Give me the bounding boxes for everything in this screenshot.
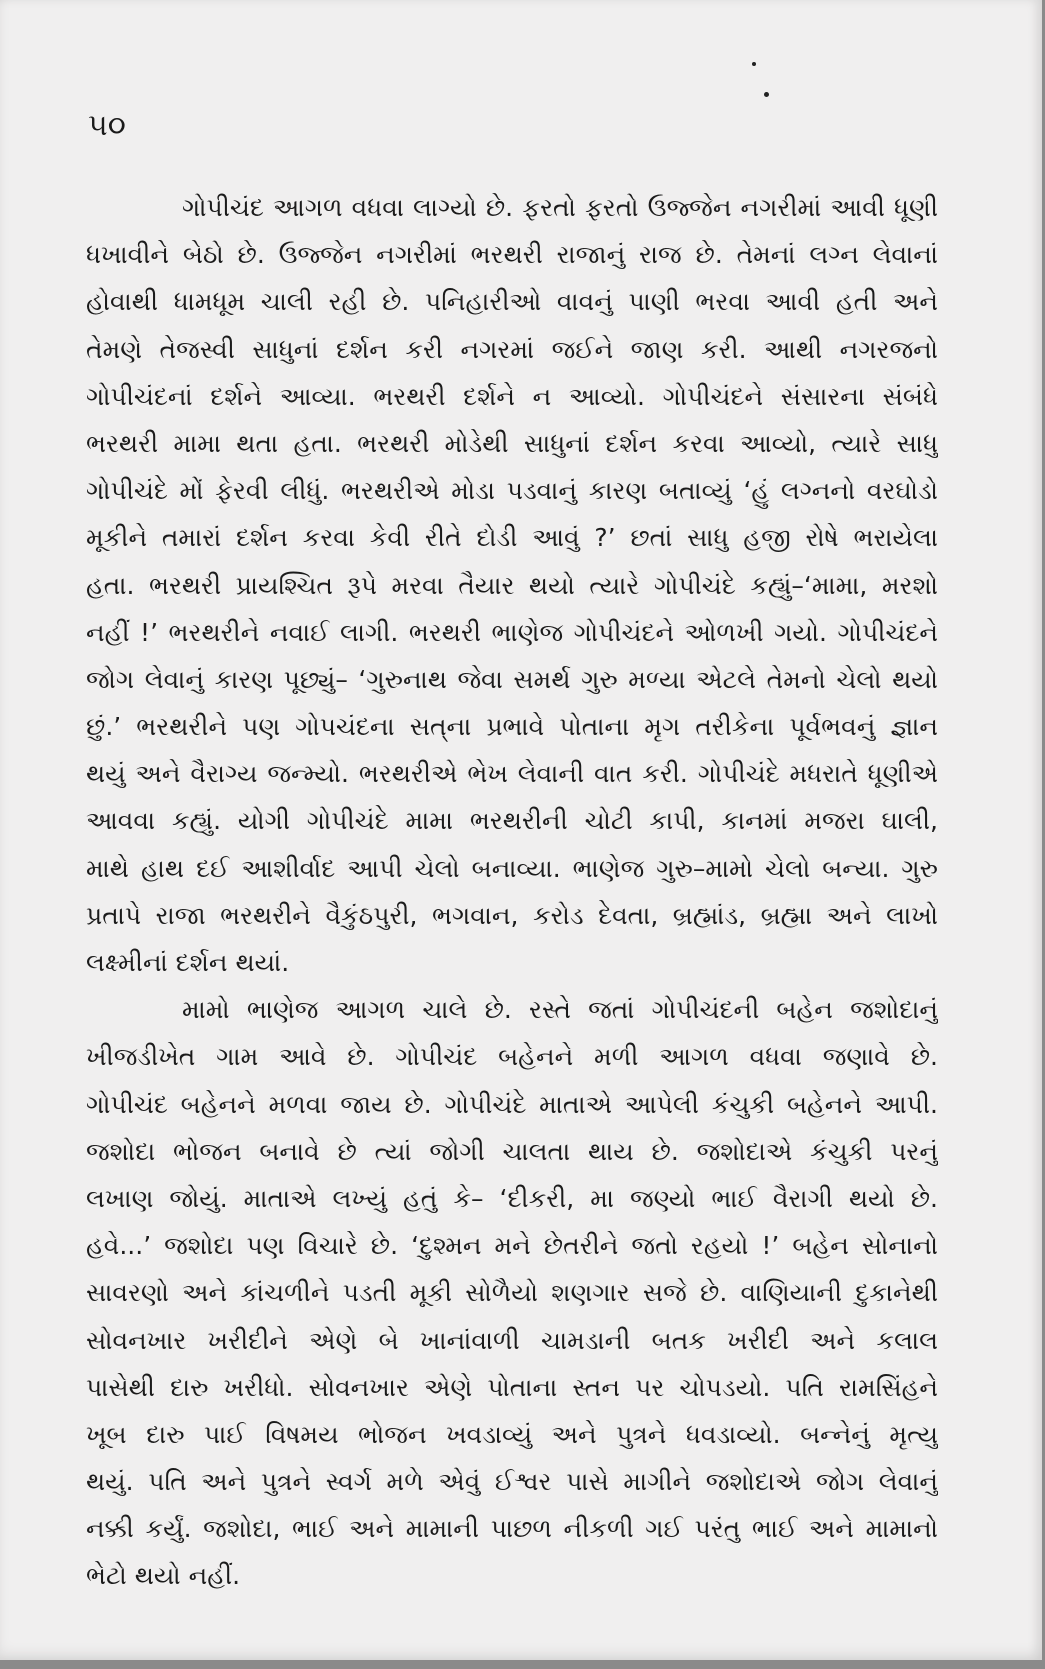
text-line: હતા. ભરથરી પ્રાયશ્ચિત રૂપે મરવા તૈયાર થયો ત્યારે ગોપીચંદે કહ્યું–‘મામા, મરશો [86, 570, 938, 600]
text-line: સાવરણો અને કાંચળીને પડતી મૂકી સોળૈયો શણગાર સજે છે. વાણિયાની દુકાનેથી [86, 1278, 938, 1308]
text-line: નહીં !’ ભરથરીને નવાઈ લાગી. ભરથરી ભાણેજ ગોપીચંદને ઓળખી ગયો. ગોપીચંદને [86, 617, 938, 647]
text-line: ગોપીચંદનાં દર્શને આવ્યા. ભરથરી દર્શને ન આવ્યો. ગોપીચંદને સંસારના સંબંધે [86, 381, 938, 411]
text-line: ભેટો થયો નહીં. [86, 1561, 241, 1591]
paragraph-2 [86, 986, 938, 1599]
ink-speck [752, 62, 756, 66]
text-line: પાસેથી દારુ ખરીધો. સોવનખાર એણે પોતાના સ્તન પર ચોપડયો. પતિ રામસિંહને [86, 1372, 938, 1402]
text-line: જોગ લેવાનું કારણ પૂછ્યું– ‘ગુરુનાથ જેવા સમર્થ ગુરુ મળ્યા એટલે તેમનો ચેલો થયો [86, 664, 938, 694]
text-line: મૂકીને તમારાં દર્શન કરવા કેવી રીતે દોડી આવું ?’ છતાં સાધુ હજી રોષે ભરાયેલા [86, 523, 938, 553]
text-line: હવે...’ જશોદા પણ વિચારે છે. ‘દુશ્મન મને છેતરીને જતો રહયો !’ બહેન સોનાનો [86, 1231, 938, 1261]
text-line: ગોપીચંદ બહેનને મળવા જાય છે. ગોપીચંદે માતાએ આપેલી કંચુકી બહેનને આપી. [86, 1089, 938, 1119]
text-line: ગોપીચંદે મોં ફેરવી લીધું. ભરથરીએ મોડા પડવાનું કારણ બતાવ્યું ‘હું લગ્નનો વરઘોડો [86, 476, 938, 506]
text-line: ખીજડીખેત ગામ આવે છે. ગોપીચંદ બહેનને મળી આગળ વધવા જણાવે છે. [86, 1042, 938, 1072]
text-line: ભરથરી મામા થતા હતા. ભરથરી મોડેથી સાધુનાં દર્શન કરવા આવ્યો, ત્યારે સાધુ [86, 428, 938, 458]
text-line: ધખાવીને બેઠો છે. ઉજ્જેન નગરીમાં ભરથરી રાજાનું રાજ છે. તેમનાં લગ્ન લેવાનાં [86, 240, 938, 270]
paragraph-1 [86, 184, 938, 986]
text-line: થયું અને વૈરાગ્ય જન્મ્યો. ભરથરીએ ભેખ લેવાની વાત કરી. ગોપીચંદે મધરાતે ધૂણીએ [86, 759, 938, 789]
text-line: થયું. પતિ અને પુત્રને સ્વર્ગ મળે એવું ઈશ્વર પાસે માગીને જશોદાએ જોગ લેવાનું [86, 1467, 938, 1497]
text-line: આવવા કહ્યું. યોગી ગોપીચંદે મામા ભરથરીની ચોટી કાપી, કાનમાં મજરા ઘાલી, [86, 806, 938, 836]
text-line: ગોપીચંદ આગળ વધવા લાગ્યો છે. ફરતો ફરતો ઉજ્જેન નગરીમાં આવી ધૂણી [182, 193, 938, 222]
text-line: લખાણ જોયું. માતાએ લખ્યું હતું કે– ‘દીકરી, મા જણ્યો ભાઈ વૈરાગી થયો છે. [86, 1183, 938, 1213]
text-line: મામો ભાણેજ આગળ ચાલે છે. રસ્તે જતાં ગોપીચંદની બહેન જશોદાનું [182, 995, 938, 1025]
text-line: હોવાથી ધામધૂમ ચાલી રહી છે. પનિહારીઓ વાવનું પાણી ભરવા આવી હતી અને [86, 287, 938, 317]
text-line: જશોદા ભોજન બનાવે છે ત્યાં જોગી ચાલતા થાય છે. જશોદાએ કંચુકી પરનું [86, 1136, 938, 1166]
text-line: તેમણે તેજસ્વી સાધુનાં દર્શન કરી નગરમાં જઈને જાણ કરી. આથી નગરજનો [86, 334, 938, 364]
text-line: પ્રતાપે રાજા ભરથરીને વૈકુંઠપુરી, ભગવાન, કરોડ દેવતા, બ્રહ્માંડ, બ્રહ્મા અને લાખો [86, 900, 938, 930]
page-number: ૫૦ [88, 108, 126, 143]
ink-speck [764, 92, 769, 97]
body-text [86, 184, 938, 1600]
text-line: નક્કી કર્યું. જશોદા, ભાઈ અને મામાની પાછળ નીકળી ગઈ પરંતુ ભાઈ અને મામાનો [86, 1514, 938, 1544]
text-line: લક્ષ્મીનાં દર્શન થયાં. [86, 948, 290, 977]
text-line: માથે હાથ દઈ આશીર્વાદ આપી ચેલો બનાવ્યા. ભાણેજ ગુરુ–મામો ચેલો બન્યા. ગુરુ [86, 853, 938, 883]
text-line: ખૂબ દારુ પાઈ વિષમય ભોજન ખવડાવ્યું અને પુત્રને ધવડાવ્યો. બન્નેનું મૃત્યુ [86, 1419, 938, 1449]
text-line: છું.’ ભરથરીને પણ ગોપચંદના સત્‌ના પ્રભાવે પોતાના મૃગ તરીકેના પૂર્વભવનું જ્ઞાન [86, 712, 938, 742]
text-line: સોવનખાર ખરીદીને એણે બે ખાનાંવાળી ચામડાની બતક ખરીદી અને કલાલ [86, 1325, 938, 1355]
